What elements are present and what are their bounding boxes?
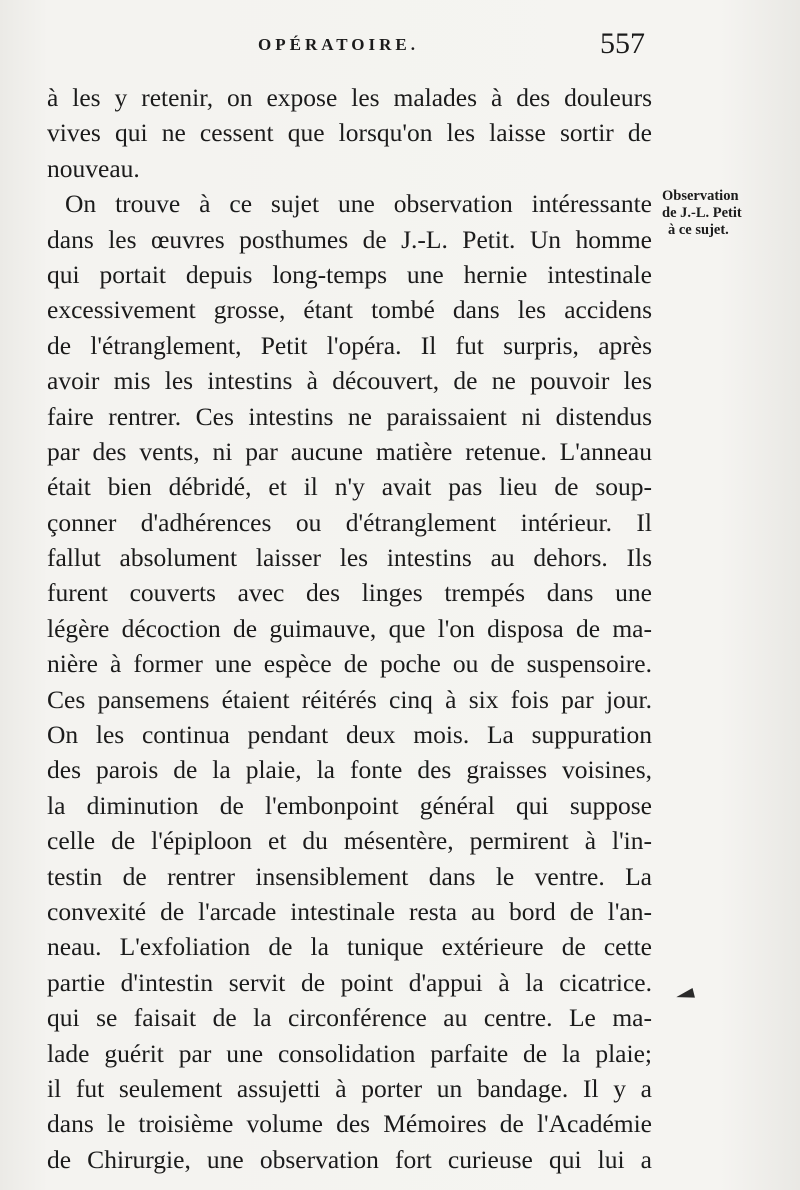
body-text (47, 80, 652, 1177)
text-line: des parois de la plaie, la fonte des graisses voisines, (47, 755, 652, 785)
text-line: testin de rentrer insensiblement dans le ventre. La (47, 861, 652, 891)
margin-note-line: Observation (662, 188, 739, 204)
text-line: convexité de l'arcade intestinale resta au bord de l'an- (47, 896, 652, 926)
text-line: furent couverts avec des linges trempés dans une (47, 578, 652, 608)
text-line: Ces pansemens étaient réitérés cinq à six fois par jour. (47, 684, 652, 714)
text-line: lade guérit par une consolidation parfaite de la plaie; (47, 1038, 652, 1068)
text-line: vives qui ne cessent que lorsqu'on les laisse sortir de (47, 118, 652, 148)
text-line: nouveau. (47, 153, 140, 183)
text-line: de l'étranglement, Petit l'opéra. Il fut surpris, après (47, 330, 652, 360)
text-line: légère décoction de guimauve, que l'on disposa de ma- (47, 613, 652, 643)
text-line: dans les œuvres posthumes de J.-L. Petit. Un homme (47, 224, 652, 254)
text-line: On les continua pendant deux mois. La suppuration (47, 720, 652, 750)
margin-note-line: à ce sujet. (668, 222, 729, 238)
text-line: excessivement grosse, étant tombé dans les accidens (47, 295, 652, 325)
text-line: On trouve à ce sujet une observation intéressante (65, 189, 652, 219)
running-head: OPÉRATOIRE. (258, 35, 419, 54)
text-line: nière à former une espèce de poche ou de suspensoire. (47, 649, 652, 679)
text-line: fallut absolument laisser les intestins au dehors. Ils (47, 543, 652, 573)
text-line: par des vents, ni par aucune matière retenue. L'anneau (47, 436, 652, 466)
margin-note (662, 188, 794, 239)
text-line: à les y retenir, on expose les malades à des douleurs (47, 83, 652, 112)
text-line: celle de l'épiploon et du mésentère, permirent à l'in- (47, 826, 652, 856)
text-line: partie d'intestin servit de point d'appui à la cicatrice. (47, 967, 652, 997)
text-line: neau. L'exfoliation de la tunique extérieure de cette (47, 932, 652, 962)
margin-note-line: de J.-L. Petit (662, 205, 742, 221)
text-line: çonner d'adhérences ou d'étranglement intérieur. Il (47, 507, 652, 537)
text-line: faire rentrer. Ces intestins ne paraissaient ni distendus (47, 401, 652, 431)
margin-pointer-mark (675, 988, 695, 1002)
text-line: qui portait depuis long-temps une hernie intestinale (47, 259, 652, 289)
text-line: de Chirurgie, une observation fort curieuse qui lui a (47, 1144, 652, 1174)
text-line: la diminution de l'embonpoint général qui suppose (47, 790, 652, 820)
page-number: 557 (600, 27, 645, 60)
text-line: dans le troisième volume des Mémoires de l'Académie (47, 1109, 652, 1139)
text-line: qui se faisait de la circonférence au centre. Le ma- (47, 1003, 652, 1033)
text-line: il fut seulement assujetti à porter un bandage. Il y a (47, 1073, 652, 1103)
text-line: avoir mis les intestins à découvert, de ne pouvoir les (47, 366, 652, 396)
text-line: était bien débridé, et il n'y avait pas lieu de soup- (47, 472, 652, 502)
